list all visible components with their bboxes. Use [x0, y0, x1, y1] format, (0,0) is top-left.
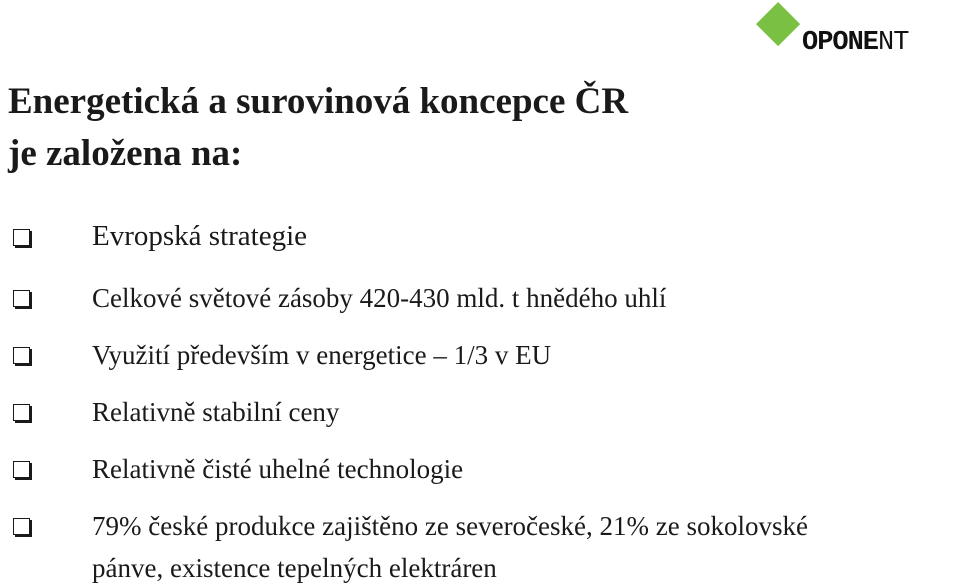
bullet-text: Relativně čisté uhelné technologie: [92, 454, 464, 484]
logo-diamond-shape: [756, 2, 800, 46]
bullet-text: Evropská strategie: [92, 220, 308, 252]
logo-text-bold: OPONE: [802, 28, 879, 58]
bullet-text: Využití především v energetice – 1/3 v EU: [92, 340, 552, 370]
logo-text: [802, 28, 908, 58]
checkbox-icon: [13, 347, 30, 364]
oponent-logo: [752, 0, 960, 60]
logo-text-light: NT: [878, 28, 909, 58]
checkbox-icon: [13, 404, 30, 421]
bullet-text: Relativně stabilní ceny: [92, 397, 340, 427]
bullet-text: 79% české produkce zajištěno ze severočeské, 21% ze sokolovské pánve, existence tepelných elektráren: [92, 511, 808, 583]
title-line-1: Energetická a surovinová koncepce ČR: [8, 81, 629, 122]
slide-title: [8, 76, 748, 180]
title-line-2: je založena na:: [8, 133, 243, 174]
checkbox-icon: [13, 290, 30, 307]
checkbox-icon: [13, 461, 30, 478]
bullet-text: Celkové světové zásoby 420-430 mld. t hnědého uhlí: [92, 283, 667, 313]
checkbox-icon: [13, 229, 30, 246]
checkbox-icon: [13, 518, 30, 535]
